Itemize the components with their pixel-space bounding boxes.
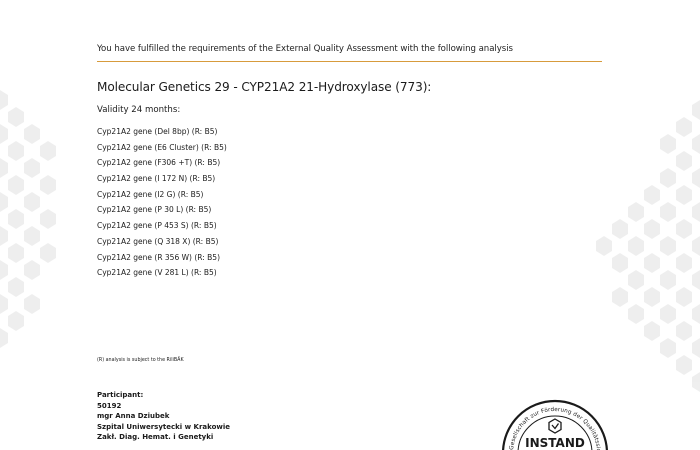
analysis-item: Cyp21A2 gene (I 172 N) (R: B5) — [97, 174, 216, 184]
analysis-item: Cyp21A2 gene (F306 +T) (R: B5) — [97, 158, 221, 168]
analysis-item: Cyp21A2 gene (P 453 S) (R: B5) — [97, 221, 217, 231]
analysis-item: Cyp21A2 gene (Del 8bp) (R: B5) — [97, 127, 218, 136]
analysis-list — [97, 124, 227, 281]
analysis-item: Cyp21A2 gene (V 281 L) (R: B5) — [97, 268, 217, 278]
rilibaek-footnote: (R) analysis is subject to the RiliBÄK — [97, 358, 184, 363]
seal-icon — [500, 397, 610, 450]
participant-id: 50192 — [97, 401, 122, 410]
analysis-item: Cyp21A2 gene (E6 Cluster) (R: B5) — [97, 142, 227, 152]
analysis-item: Cyp21A2 gene (I2 G) (R: B5) — [97, 189, 204, 199]
seal-brand: INSTAND — [525, 436, 585, 450]
analysis-item: Cyp21A2 gene (R 356 W) (R: B5) — [97, 252, 220, 262]
assessment-title: Molecular Genetics 29 - CYP21A2 21-Hydroxylase (773): — [97, 80, 432, 94]
participant-block — [97, 390, 230, 443]
header-divider — [97, 61, 602, 62]
instand-seal — [500, 397, 610, 450]
participant-label: Participant: — [97, 391, 144, 399]
analysis-item: Cyp21A2 gene (Q 318 X) (R: B5) — [97, 236, 219, 246]
requirements-statement: You have fulfilled the requirements of the External Quality Assessment with the following analysis — [97, 44, 513, 54]
participant-institution: Szpital Uniwersytecki w Krakowie — [97, 422, 231, 431]
participant-department: Zakł. Diag. Hemat. i Genetyki — [97, 433, 214, 441]
participant-name: mgr Anna Dziubek — [97, 412, 170, 420]
validity-period: Validity 24 months: — [97, 105, 181, 115]
seal-arc-text: Gesellschaft zur Förderung der Qualitätssi — [509, 406, 601, 450]
analysis-item: Cyp21A2 gene (P 30 L) (R: B5) — [97, 205, 212, 215]
